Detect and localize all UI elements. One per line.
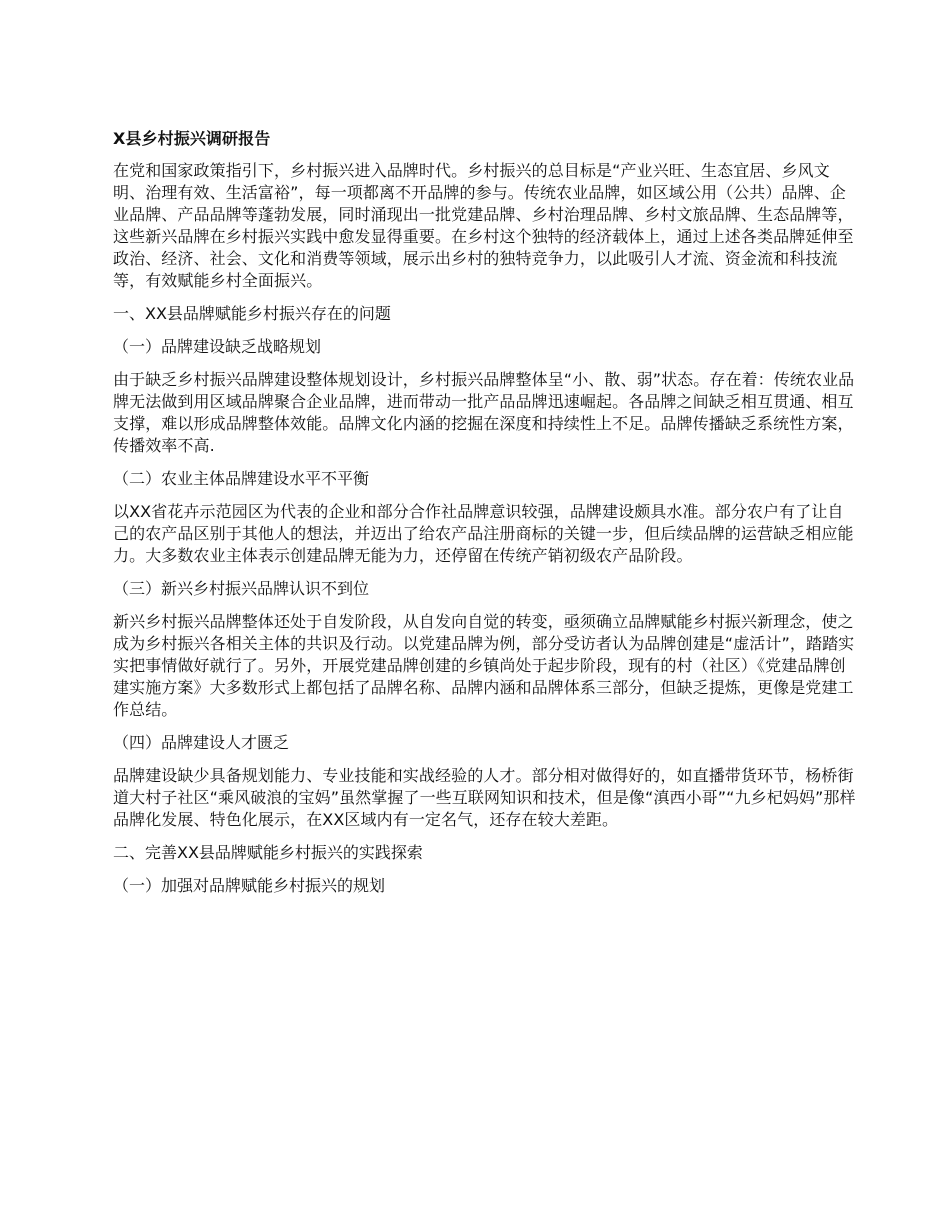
subsection-1-2-heading: （二）农业主体品牌建设水平不平衡 — [113, 469, 370, 488]
subsection-1-4-paragraph: 品牌建设缺少具备规划能力、专业技能和实战经验的人才。部分相对做得好的，如直播带货环节，杨桥街道大村子社区“乘风破浪的宝妈”虽然掌握了一些互联网知识和技术，但是像“滇西小哥”“九乡杞妈妈”那样品牌化发展、特色化展示，在XX区域内有一定名气，还存在较大差距。 — [113, 766, 856, 829]
document-page — [113, 128, 858, 908]
subsection-1-1-heading: （一）品牌建设缺乏战略规划 — [113, 337, 322, 356]
subsection-2-1-heading: （一）加强对品牌赋能乡村振兴的规划 — [113, 876, 386, 895]
intro-paragraph: 在党和国家政策指引下，乡村振兴进入品牌时代。乡村振兴的总目标是“产业兴旺、生态宜居、乡风文明、治理有效、生活富裕”，每一项都离不开品牌的参与。传统农业品牌，如区域公用（公共）品牌、企业品牌、产品品牌等蓬勃发展，同时涌现出一批党建品牌、乡村治理品牌、乡村文旅品牌、生态品牌等，这些新兴品牌在乡村振兴实践中愈发显得重要。在乡村这个独特的经济载体上，通过上述各类品牌延伸至政治、经济、社会、文化和消费等领域，展示出乡村的独特竞争力，以此吸引人才流、资金流和科技流等，有效赋能乡村全面振兴。 — [113, 161, 854, 290]
subsection-1-1-paragraph: 由于缺乏乡村振兴品牌建设整体规划设计，乡村振兴品牌整体呈“小、散、弱”状态。存在着：传统农业品牌无法做到用区域品牌聚合企业品牌，进而带动一批产品品牌迅速崛起。各品牌之间缺乏相互贯通、相互支撑，难以形成品牌整体效能。品牌文化内涵的挖掘在深度和持续性上不足。品牌传播缺乏系统性方案，传播效率不高. — [113, 370, 855, 455]
document-title: X县乡村振兴调研报告 — [113, 129, 271, 148]
section-2-heading: 二、完善XX县品牌赋能乡村振兴的实践探索 — [113, 843, 423, 862]
subsection-1-3-paragraph: 新兴乡村振兴品牌整体还处于自发阶段，从自发向自觉的转变，亟须确立品牌赋能乡村振兴新理念，使之成为乡村振兴各相关主体的共识及行动。以党建品牌为例，部分受访者认为品牌创建是“虚活计”，踏踏实实把事情做好就行了。另外，开展党建品牌创建的乡镇尚处于起步阶段，现有的村（社区）《党建品牌创建实施方案》大多数形式上都包括了品牌名称、品牌内涵和品牌体系三部分，但缺乏提炼，更像是党建工作总结。 — [113, 612, 855, 719]
subsection-1-4-heading: （四）品牌建设人才匮乏 — [113, 733, 290, 752]
subsection-1-3-heading: （三）新兴乡村振兴品牌认识不到位 — [113, 579, 370, 598]
section-1-heading: 一、XX县品牌赋能乡村振兴存在的问题 — [113, 304, 391, 323]
subsection-1-2-paragraph: 以XX省花卉示范园区为代表的企业和部分合作社品牌意识较强，品牌建设颇具水准。部分农户有了让自己的农产品区别于其他人的想法，并迈出了给农产品注册商标的关键一步，但后续品牌的运营缺乏相应能力。大多数农业主体表示创建品牌无能为力，还停留在传统产销初级农产品阶段。 — [113, 502, 854, 565]
